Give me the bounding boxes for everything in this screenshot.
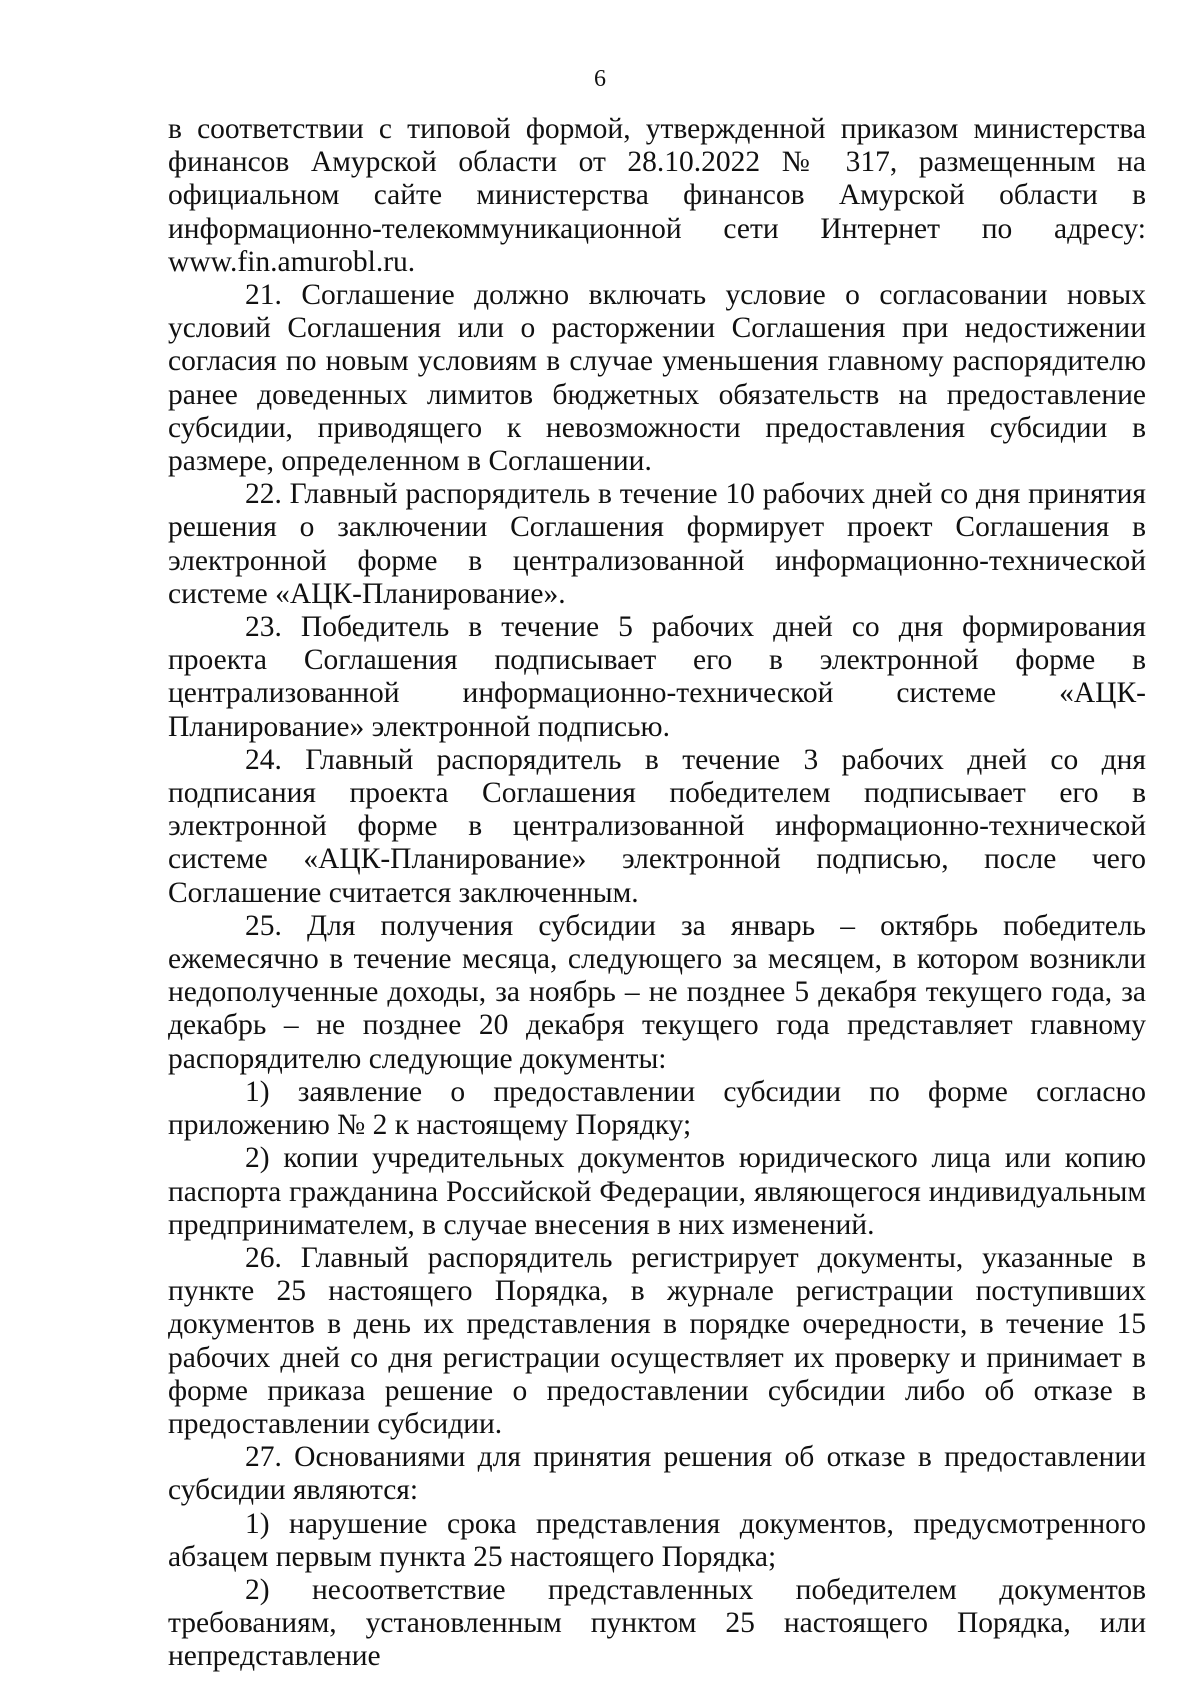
- paragraph-24: 24. Главный распорядитель в течение 3 рабочих дней со дня подписания проекта Соглашения победителем подписывает его в электронной форме в централизованной информационно-технической системе «АЦК-Планирование» электронной подписью, после чего Соглашение считается заключенным.: [168, 743, 1146, 909]
- paragraph-22: 22. Главный распорядитель в течение 10 рабочих дней со дня принятия решения о заключении Соглашения формирует проект Соглашения в электронной форме в централизованной информационно-технической системе «АЦК-Планирование».: [168, 478, 1146, 610]
- paragraph-27: 27. Основаниями для принятия решения об отказе в предоставлении субсидии являются:: [168, 1441, 1146, 1507]
- paragraph-continuation: в соответствии с типовой формой, утвержденной приказом министерства финансов Амурской области от 28.10.2022 № 317, размещенным на официальном сайте министерства финансов Амурской области в информационно-телекоммуникационной сети Интернет по адресу: www.fin.amurobl.ru.: [168, 113, 1146, 278]
- paragraph-25: 25. Для получения субсидии за январь – октябрь победитель ежемесячно в течение месяца, следующего за месяцем, в котором возникли недополученные доходы, за ноябрь – не позднее 5 декабря текущего года, за декабрь – не позднее 20 декабря текущего года представляет главному распорядителю следующие документы:: [168, 909, 1146, 1075]
- paragraph-23: 23. Победитель в течение 5 рабочих дней со дня формирования проекта Соглашения подписывает его в электронной форме в централизованной информационно-технической системе «АЦК-Планирование» электронной подписью.: [168, 611, 1146, 743]
- paragraph-25-item-1: 1) заявление о предоставлении субсидии по форме согласно приложению № 2 к настоящему Порядку;: [168, 1075, 1146, 1142]
- paragraph-27-item-1: 1) нарушение срока представления документов, предусмотренного абзацем первым пункта 25 настоящего Порядка;: [168, 1507, 1146, 1573]
- paragraph-25-item-2: 2) копии учредительных документов юридического лица или копию паспорта гражданина Российской Федерации, являющегося индивидуальным предпринимателем, в случае внесения в них изменений.: [168, 1142, 1146, 1241]
- document-body: [168, 113, 1146, 1674]
- paragraph-21: 21. Соглашение должно включать условие о согласовании новых условий Соглашения или о расторжении Соглашения при недостижении согласия по новым условиям в случае уменьшения главному распорядителю ранее доведенных лимитов бюджетных обязательств на предоставление субсидии, приводящего к невозможности предоставления субсидии в размере, определенном в Соглашении.: [168, 279, 1146, 478]
- paragraph-26: 26. Главный распорядитель регистрирует документы, указанные в пункте 25 настоящего Порядка, в журнале регистрации поступивших документов в день их представления в порядке очередности, в течение 15 рабочих дней со дня регистрации осуществляет их проверку и принимает в форме приказа решение о предоставлении субсидии либо об отказе в предоставлении субсидии.: [168, 1241, 1146, 1440]
- page-number: 6: [594, 66, 606, 92]
- paragraph-27-item-2: 2) несоответствие представленных победителем документов требованиям, установленным пунктом 25 настоящего Порядка, или непредставление: [168, 1573, 1146, 1673]
